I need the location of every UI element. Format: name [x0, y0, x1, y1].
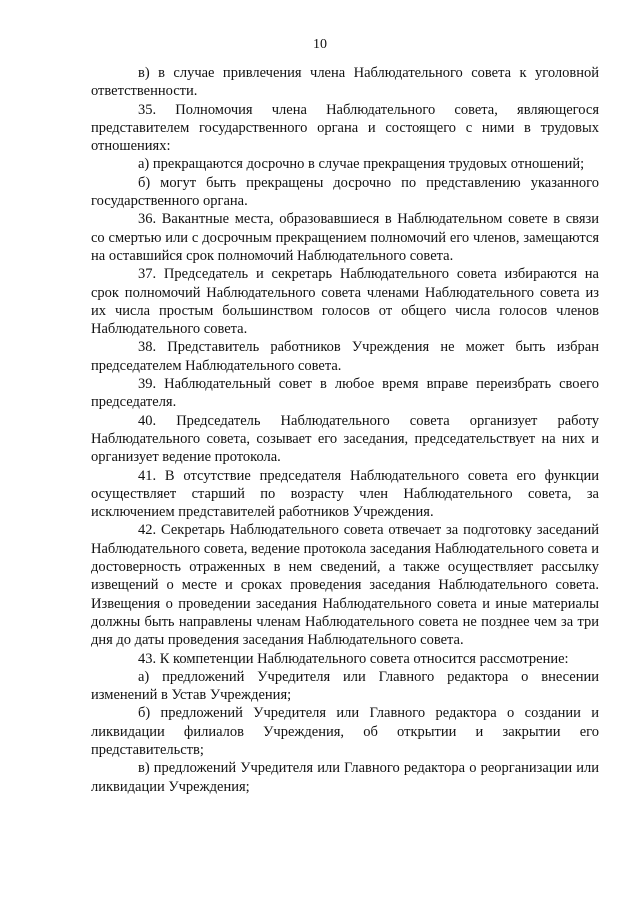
paragraph-35-b: б) могут быть прекращены досрочно по представлению указанного государственного органа. [91, 174, 599, 210]
paragraph-41: 41. В отсутствие председателя Наблюдательного совета его функции осуществляет старший по возрасту член Наблюдательного совета, за исключением представителей работников Учреждения. [91, 467, 599, 521]
paragraph-item-v-criminal-liability: в) в случае привлечения члена Наблюдательного совета к уголовной ответственности. [91, 65, 599, 100]
page-number: 10 [313, 37, 327, 52]
paragraph-35: 35. Полномочия члена Наблюдательного совета, являющегося представителем государственного органа и состоящего с ними в трудовых отношениях: [91, 101, 599, 155]
paragraph-43-v: в) предложений Учредителя или Главного редактора о реорганизации или ликвидации Учреждения; [91, 760, 599, 795]
paragraph-42: 42. Секретарь Наблюдательного совета отвечает за подготовку заседаний Наблюдательного совета, ведение протокола заседания Наблюдательного совета и достоверность отраженных в нем сведений, а также осуществляет рассылку извещений о месте и сроках проведения заседания Наблюдательного совета. Извещения о проведении заседания Наблюдательного совета и иные материалы должны быть направлены членам Наблюдательного совета не позднее чем за три дня до даты проведения заседания Наблюдательного совета. [91, 522, 599, 649]
paragraph-43-b: б) предложений Учредителя или Главного редактора о создании и ликвидации филиалов Учреждения, об открытии и закрытии его представительств; [91, 705, 599, 758]
paragraph-37: 37. Председатель и секретарь Наблюдательного совета избираются на срок полномочий Наблюдательного совета членами Наблюдательного совета из их числа простым большинством голосов от общего числа голосов членов Наблюдательного совета. [91, 266, 599, 338]
paragraph-35-a: а) прекращаются досрочно в случае прекращения трудовых отношений; [138, 156, 585, 173]
paragraph-40: 40. Председатель Наблюдательного совета организует работу Наблюдательного совета, созывает его заседания, председательствует на них и организует ведение протокола. [91, 412, 599, 466]
paragraph-38: 38. Представитель работников Учреждения не может быть избран председателем Наблюдательного совета. [91, 339, 599, 374]
paragraph-43-a: а) предложений Учредителя или Главного редактора о внесении изменений в Устав Учреждения; [91, 668, 599, 704]
paragraph-36: 36. Вакантные места, образовавшиеся в Наблюдательном совете в связи со смертью или с досрочным прекращением полномочий его членов, замещаются на оставшийся срок полномочий Наблюдательного совета. [91, 211, 599, 264]
paragraph-39: 39. Наблюдательный совет в любое время вправе переизбрать своего председателя. [91, 376, 599, 411]
document-body [91, 64, 599, 796]
paragraph-43: 43. К компетенции Наблюдательного совета относится рассмотрение: [138, 650, 569, 667]
